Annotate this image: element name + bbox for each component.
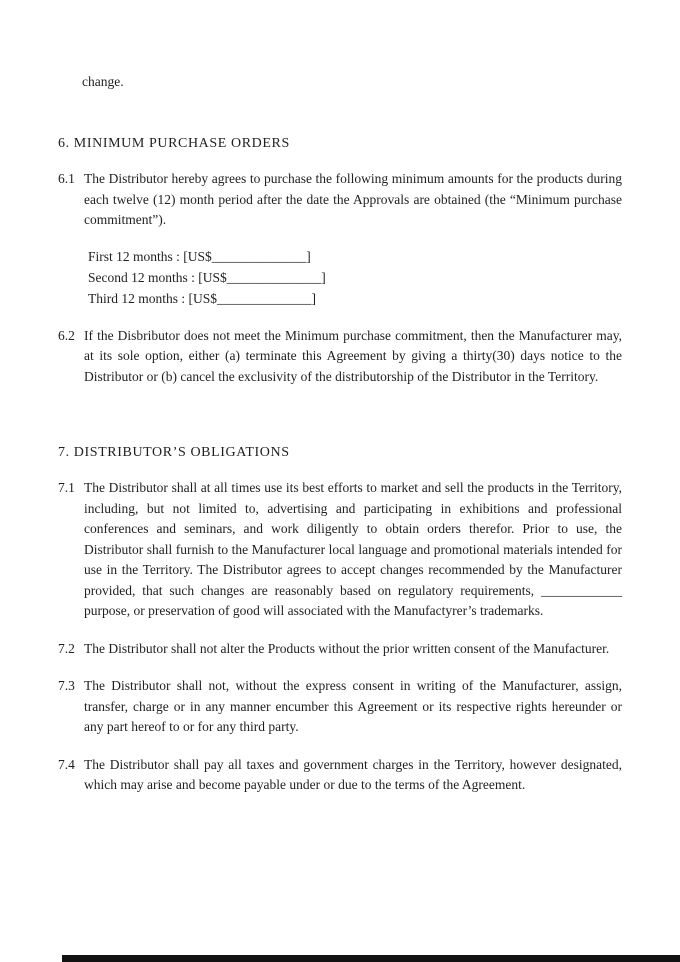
clause-number: 7.1 [58, 480, 75, 495]
clause-6-1 [58, 169, 622, 231]
section-7-heading: 7. DISTRIBUTOR’S OBLIGATIONS [58, 445, 290, 460]
list-item: First 12 months : [US$______________] [88, 248, 311, 264]
clause-7-4 [58, 755, 622, 796]
clause-7-1 [58, 478, 622, 622]
clause-text: The Distributor shall not, without the express consent in writing of the Manufacturer, assign, transfer, charge or in any manner encumber this Agreement or its respective rights hereunder or any part hereof to or for any third party. [84, 678, 622, 734]
clause-text: The Distributor shall not alter the Products without the prior written consent of the Manufacturer. [84, 640, 610, 656]
list-item: Third 12 months : [US$______________] [88, 290, 316, 306]
clause-number: 7.2 [58, 640, 75, 656]
clause-number: 7.4 [58, 756, 75, 772]
clause-number: 7.3 [58, 678, 75, 693]
paragraph-fragment: change. [82, 74, 124, 89]
clause-text: The Distributor shall pay all taxes and government charges in the Territory, however designated, which may arise and become payable under or due to the terms of the Agreement. [84, 756, 622, 792]
minimum-purchase-list [88, 246, 622, 309]
clause-text: If the Disbributor does not meet the Minimum purchase commitment, then the Manufacturer may, at its sole option, either (a) terminate this Agreement by giving a thirty(30) days notice to the Distributor or (b) cancel the exclusivity of the distributorship of the Distributor in the Territory. [84, 327, 622, 384]
clause-7-2 [58, 639, 622, 660]
clause-number: 6.1 [58, 171, 75, 186]
clause-text: The Distributor shall at all times use its best efforts to market and sell the products in the Territory, including, but not limited to, advertising and participating in exhibitions and professional conferences and seminars, and work diligently to obtain orders therefor. Prior to use, the Distributor shall furnish to the Manufacturer local language and promotional materials intended for use in the Territory. The Distributor agrees to accept changes recommended by the Manufacturer provided, that such changes are reasonably based on regulatory requirements, ____________ purpose, or preservation of good will associated with the Manufactyrer’s trademarks. [84, 480, 622, 618]
section-6-heading: 6. MINIMUM PURCHASE ORDERS [58, 136, 290, 151]
clause-number: 6.2 [58, 327, 75, 343]
clause-6-2 [58, 326, 622, 388]
bottom-bar [62, 955, 680, 962]
clause-text: The Distributor hereby agrees to purchase the following minimum amounts for the products during each twelve (12) month period after the date the Approvals are obtained (the “Minimum purchase commitment”). [84, 171, 622, 227]
list-item: Second 12 months : [US$______________] [88, 269, 326, 285]
clause-7-3 [58, 676, 622, 738]
